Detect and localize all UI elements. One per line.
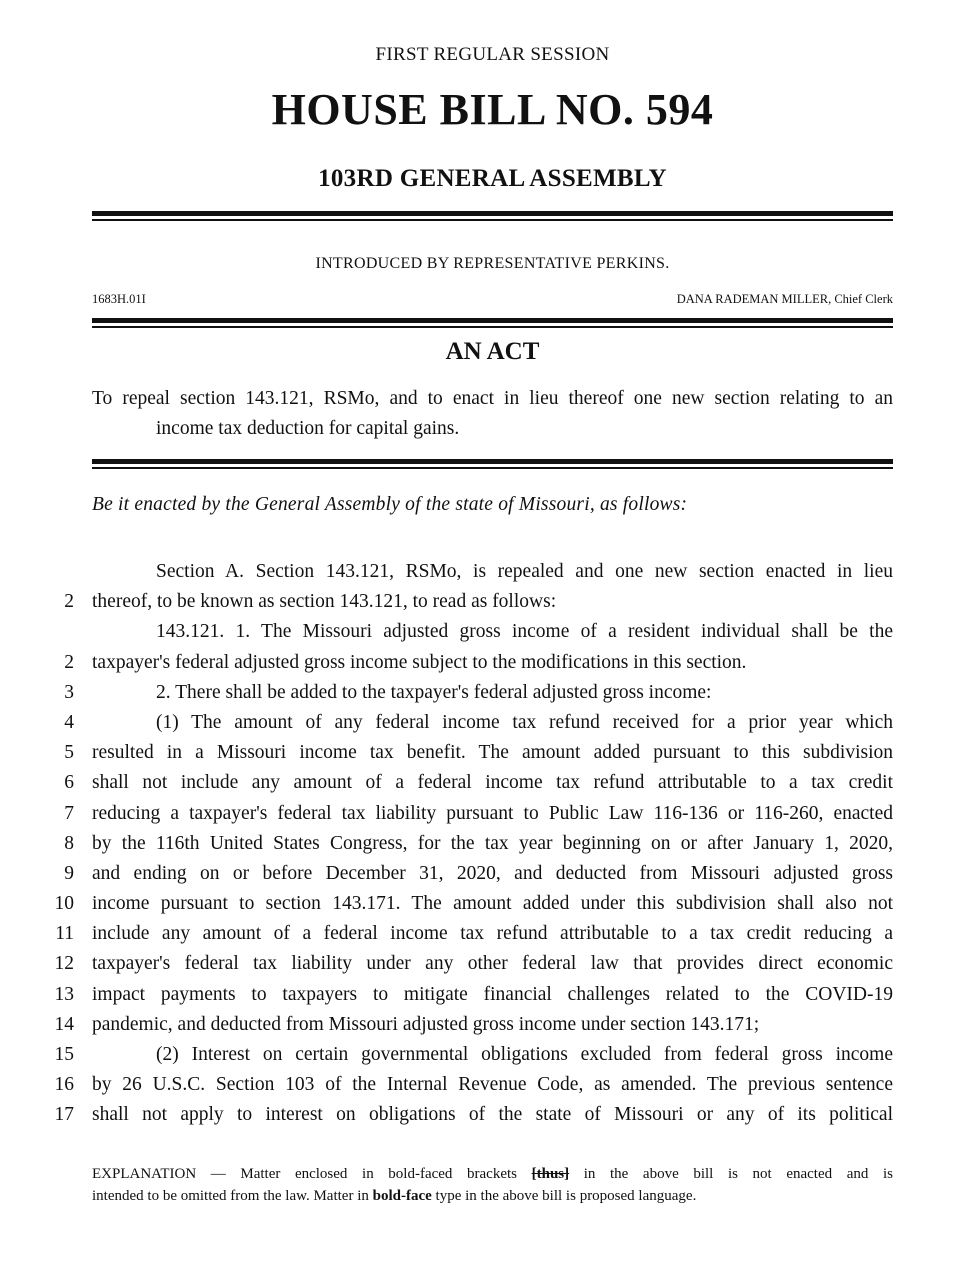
introduced-by: INTRODUCED BY REPRESENTATIVE PERKINS. <box>315 255 670 272</box>
bill-line <box>0 648 957 678</box>
bill-line <box>0 678 957 708</box>
bill-line <box>0 859 957 889</box>
line-text: and ending on or before December 31, 2020, and deducted from Missouri adjusted gross <box>92 862 893 884</box>
line-text: 2. There shall be added to the taxpayer's federal adjusted gross income: <box>156 681 712 703</box>
explanation-text: type in the above bill is proposed language. <box>431 1188 697 1204</box>
general-assembly: 103RD GENERAL ASSEMBLY <box>318 165 667 192</box>
line-text: taxpayer's federal tax liability under any other federal law that provides direct economic <box>92 953 893 975</box>
act-heading: AN ACT <box>445 338 540 365</box>
bill-code: 1683H.01I <box>92 292 146 306</box>
line-text: include any amount of a federal income tax refund attributable to a tax credit reducing a <box>92 923 893 945</box>
line-number: 6 <box>64 772 74 794</box>
line-number: 10 <box>54 893 74 915</box>
thick-divider-bottom <box>92 459 893 464</box>
line-number: 17 <box>54 1104 74 1126</box>
line-number: 14 <box>54 1013 74 1035</box>
bill-line <box>0 829 957 859</box>
line-number: 8 <box>64 832 74 854</box>
bill-line <box>0 617 957 647</box>
bill-line <box>0 768 957 798</box>
line-number: 2 <box>64 651 74 673</box>
explanation-line <box>92 1163 893 1185</box>
line-number: 2 <box>64 591 74 613</box>
explanation-text: intended to be omitted from the law. Matter in <box>92 1188 373 1204</box>
bill-line <box>0 587 957 617</box>
thin-divider-bottom <box>92 467 893 469</box>
line-number: 9 <box>64 862 74 884</box>
line-text: pandemic, and deducted from Missouri adjusted gross income under section 143.171; <box>92 1013 760 1035</box>
explanation-note <box>92 1163 893 1207</box>
line-text: reducing a taxpayer's federal tax liability pursuant to Public Law 116-136 or 116-260, enacted <box>92 802 893 824</box>
explanation-text: in the above bill is not enacted and is <box>569 1166 893 1182</box>
act-purpose-line: To repeal section 143.121, RSMo, and to enact in lieu thereof one new section relating to an <box>92 388 893 409</box>
bill-line <box>0 889 957 919</box>
bill-body <box>0 557 957 1131</box>
line-text: thereof, to be known as section 143.121, to read as follows: <box>92 591 557 613</box>
bill-line <box>0 738 957 768</box>
line-text: impact payments to taxpayers to mitigate financial challenges related to the COVID-19 <box>92 983 893 1005</box>
bold-face-example: bold-face <box>372 1188 432 1204</box>
line-number: 3 <box>64 681 74 703</box>
thin-divider-mid <box>92 326 893 328</box>
line-text: by 26 U.S.C. Section 103 of the Internal Revenue Code, as amended. The previous sentence <box>92 1074 893 1096</box>
thin-divider-top <box>92 219 893 221</box>
explanation-line <box>92 1188 696 1204</box>
line-number: 7 <box>64 802 74 824</box>
bill-line <box>0 708 957 738</box>
act-purpose-line: income tax deduction for capital gains. <box>156 418 460 439</box>
line-number: 16 <box>54 1074 74 1096</box>
line-number: 11 <box>55 923 74 945</box>
line-number: 15 <box>54 1044 74 1065</box>
line-text: shall not apply to interest on obligations of the state of Missouri or any of its political <box>92 1104 893 1126</box>
act-purpose <box>92 384 893 444</box>
line-text: 143.121. 1. The Missouri adjusted gross income of a resident individual shall be the <box>156 621 893 643</box>
line-text: Section A. Section 143.121, RSMo, is repealed and one new section enacted in lieu <box>156 561 893 582</box>
bill-line <box>0 557 957 587</box>
bill-title: HOUSE BILL NO. 594 <box>271 85 714 134</box>
thick-divider-top <box>92 211 893 216</box>
enacting-clause: Be it enacted by the General Assembly of the state of Missouri, as follows: <box>92 494 688 515</box>
bracket-example: [thus] <box>531 1166 570 1182</box>
explanation-text: EXPLANATION — Matter enclosed in bold-faced brackets <box>92 1166 532 1182</box>
session-label: FIRST REGULAR SESSION <box>375 44 610 65</box>
line-number: 13 <box>54 983 74 1005</box>
bill-line <box>0 1040 957 1070</box>
chief-clerk: DANA RADEMAN MILLER, Chief Clerk <box>676 292 893 306</box>
bill-line <box>0 919 957 949</box>
bill-line <box>0 799 957 829</box>
bill-line <box>0 949 957 979</box>
line-text: (1) The amount of any federal income tax refund received for a prior year which <box>156 711 893 733</box>
line-number: 12 <box>54 953 74 975</box>
line-text: (2) Interest on certain governmental obligations excluded from federal gross income <box>156 1044 893 1065</box>
line-text: by the 116th United States Congress, for the tax year beginning on or after January 1, 2020, <box>92 832 893 854</box>
line-number: 5 <box>64 742 74 764</box>
bill-line <box>0 1070 957 1100</box>
line-text: taxpayer's federal adjusted gross income subject to the modifications in this section. <box>92 651 747 673</box>
line-text: shall not include any amount of a federal income tax refund attributable to a tax credit <box>92 772 893 794</box>
bill-line <box>0 980 957 1010</box>
line-number: 4 <box>64 711 74 733</box>
line-text: resulted in a Missouri income tax benefit. The amount added pursuant to this subdivision <box>92 742 893 764</box>
bill-line <box>0 1010 957 1040</box>
thick-divider-mid <box>92 318 893 323</box>
line-text: income pursuant to section 143.171. The amount added under this subdivision shall also not <box>92 893 893 915</box>
bill-line <box>0 1100 957 1130</box>
